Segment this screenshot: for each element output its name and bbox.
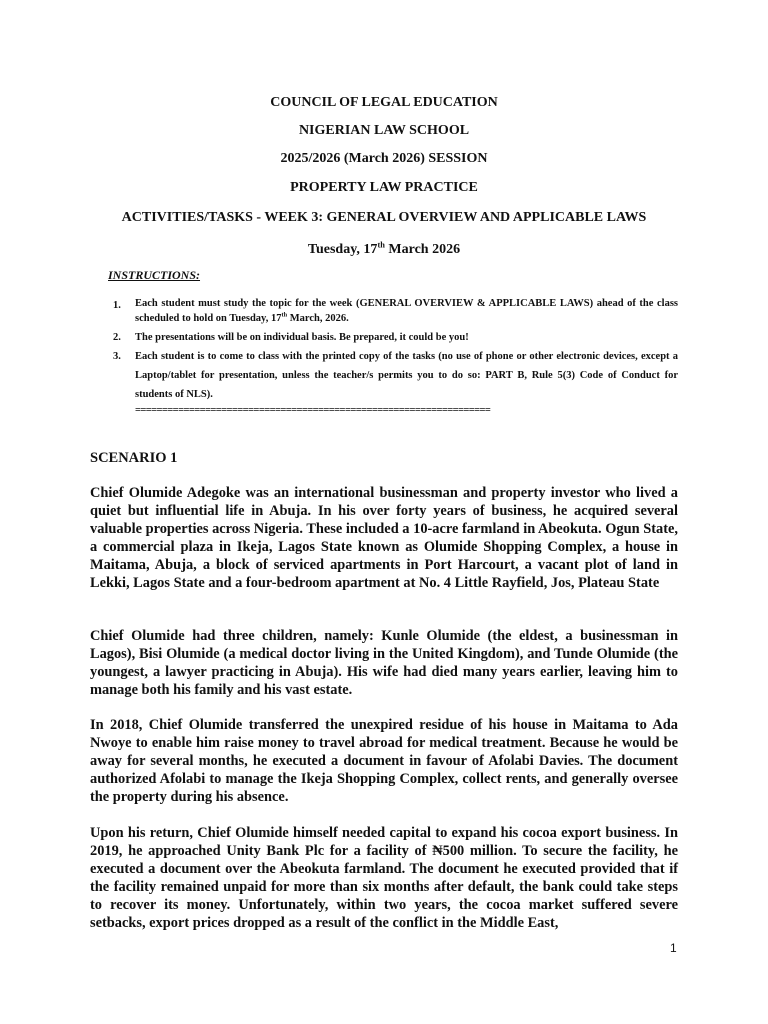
date-rest: March 2026 xyxy=(384,242,461,257)
instructions-title: INSTRUCTIONS: xyxy=(108,268,201,282)
header-course: PROPERTY LAW PRACTICE xyxy=(290,180,478,195)
scenario-paragraph: Chief Olumide had three children, namely: Kunle Olumide (the eldest, a businessman in Lagos), Bisi Olumide (a medical doctor living in the United Kingdom), and Tunde Olumide (the youngest, a lawyer practicing in Abuja). His wife had died many years earlier, leaving him to manage both his family and his vast estate. xyxy=(90,628,678,698)
instruction-item xyxy=(113,296,678,326)
instruction-text: Each student is to come to class with the printed copy of the tasks (no use of phone or other electronic devices, except a Laptop/tablet for presentation, unless the teacher/s permits you to do so: PART B, Rule 5(3) Code of Conduct for students of NLS). xyxy=(135,351,678,400)
header-date xyxy=(0,242,768,258)
header-council: COUNCIL OF LEGAL EDUCATION xyxy=(270,95,498,110)
scenario-title: SCENARIO 1 xyxy=(90,450,178,466)
date-day: Tuesday, 17 xyxy=(307,242,378,257)
instruction-item xyxy=(113,328,678,347)
scenario-paragraph: In 2018, Chief Olumide transferred the unexpired residue of his house in Maitama to Ada Nwoye to enable him raise money to travel abroad for medical treatment. Because he would be away for several months, he executed a document in favour of Afolabi Davies. The document authorized Afolabi to manage the Ikeja Shopping Complex, collect rents, and generally oversee the property during his absence. xyxy=(90,717,678,805)
header-activity-title: ACTIVITIES/TASKS - WEEK 3: GENERAL OVERVIEW AND APPLICABLE LAWS xyxy=(121,210,647,225)
page-number: 1 xyxy=(670,941,677,955)
header-session: 2025/2026 (March 2026) SESSION xyxy=(280,151,488,166)
header-school: NIGERIAN LAW SCHOOL xyxy=(298,123,470,138)
scenario-paragraph: Chief Olumide Adegoke was an international businessman and property investor who lived a quiet but influential life in Abuja. In his over forty years of business, he acquired several valuable properties across Nigeria. These included a 10-acre farmland in Abeokuta. Ogun State, a commercial plaza in Ikeja, Lagos State known as Olumide Shopping Complex, a house in Maitama, Abuja, a block of serviced apartments in Port Harcourt, a vacant plot of land in Lekki, Lagos State and a four-bedroom apartment at No. 4 Little Rayfield, Jos, Plateau State xyxy=(90,485,678,591)
instruction-number: 2. xyxy=(113,332,121,343)
instruction-item xyxy=(113,347,678,404)
scenario-paragraph: Upon his return, Chief Olumide himself needed capital to expand his cocoa export business. In 2019, he approached Unity Bank Plc for a facility of ₦500 million. To secure the facility, he executed a document over the Abeokuta farmland. The document he executed provided that if the facility remained unpaid for more than six months after default, the bank could take steps to recover its money. Unfortunately, within two years, the cocoa market suffered severe setbacks, export prices dropped as a result of the conflict in the Middle East, xyxy=(90,825,678,931)
separator-rule: ================================================================== xyxy=(135,405,491,416)
instruction-text: Each student must study the topic for the week (GENERAL OVERVIEW & APPLICABLE LAWS) ahead of the class scheduled to hold on Tuesday, 17th March, 2026. xyxy=(135,298,678,324)
instruction-number: 3. xyxy=(113,351,121,362)
instruction-text: The presentations will be on individual basis. Be prepared, it could be you! xyxy=(135,332,469,343)
instruction-number: 1. xyxy=(113,300,121,311)
date-sup: th xyxy=(377,240,385,250)
